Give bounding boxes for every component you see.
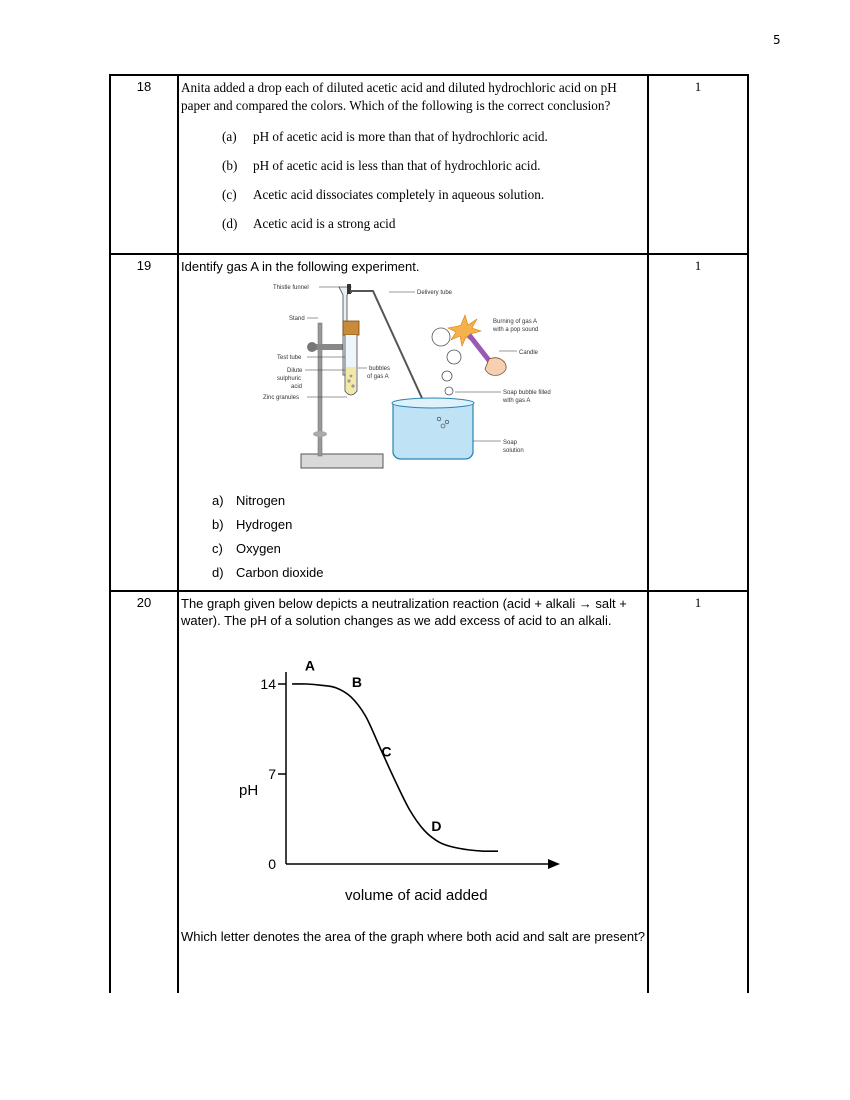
svg-text:bubbles: bubbles [369,366,391,372]
svg-text:Candle: Candle [519,350,539,356]
option-b: (b) pH of acetic acid is less than that of hydrochloric acid. [222,157,541,173]
question-cell [178,254,648,591]
marks: 1 [648,591,748,993]
point-label-b: B [351,674,363,691]
svg-text:with a pop sound: with a pop sound [493,327,539,333]
experiment-diagram [261,281,561,471]
y-tick-label: 7 [268,766,276,782]
question-row-19 [110,254,748,591]
question-cell [178,591,648,993]
ph-curve [292,684,498,851]
svg-text:Zinc granules: Zinc granules [263,395,300,401]
option-a: (a) pH of acetic acid is more than that of hydrochloric acid. [222,128,548,144]
stand-foot [313,431,327,437]
svg-text:Soap bubble filled: Soap bubble filled [503,390,551,396]
clamp-knob [307,342,317,352]
svg-text:Delivery tube: Delivery tube [417,290,453,296]
option-d: d) Carbon dioxide [212,564,324,580]
option-c: (c) Acetic acid dissociates completely in aqueous solution. [222,186,545,202]
x-axis-label: volume of acid added [345,887,488,904]
question-text: Anita added a drop each of diluted acetic acid and diluted hydrochloric acid on pH paper and compared the colors. Which of the following is the correct conclusion? [181,80,617,113]
option-b: b) Hydrogen [212,516,293,532]
svg-text:Thistle funnel: Thistle funnel [273,285,309,291]
x-axis-arrow [548,859,560,869]
soap-trough [393,403,473,459]
question-number: 19 [110,254,178,591]
question-text: The graph given below depicts a neutralization reaction (acid + alkali → salt + water). The pH of a solution changes as we add excess of acid to an alkali. [181,596,627,628]
question-number: 20 [110,591,178,993]
y-tick-label: 14 [260,676,276,692]
marks: 1 [648,254,748,591]
svg-text:sulphuric: sulphuric [277,376,302,382]
question-text: Identify gas A in the following experiment. [181,259,420,274]
stand-base [301,454,383,468]
svg-text:solution: solution [503,448,524,454]
y-axis-label: pH [239,782,259,799]
option-c: c) Oxygen [212,540,281,556]
page-number: 5 [773,33,781,47]
question-row-18 [110,75,748,254]
question-number: 18 [110,75,178,254]
svg-text:acid: acid [291,384,303,390]
svg-text:Soap: Soap [503,440,518,446]
y-tick-label: 0 [268,856,276,872]
point-label-a: A [304,657,315,674]
question-table [109,74,749,993]
hand [485,358,506,376]
marks: 1 [648,75,748,254]
svg-text:with gas A: with gas A [503,398,531,404]
svg-text:Dilute: Dilute [287,368,303,374]
cork [343,321,359,335]
option-d: (d) Acetic acid is a strong acid [222,215,396,231]
svg-text:of gas A: of gas A [367,374,389,380]
point-label-d: D [431,818,442,835]
svg-text:Stand: Stand [289,316,305,322]
ph-neutralization-chart [221,657,641,914]
option-a: a) Nitrogen [212,492,286,508]
question-row-20 [110,591,748,993]
svg-text:Test tube: Test tube [277,355,302,361]
question-cell [178,75,648,254]
svg-text:Burning of gas A: Burning of gas A [493,319,538,325]
followup-question: Which letter denotes the area of the graph where both acid and salt are present? [181,929,645,944]
point-label-c: C [381,743,392,760]
